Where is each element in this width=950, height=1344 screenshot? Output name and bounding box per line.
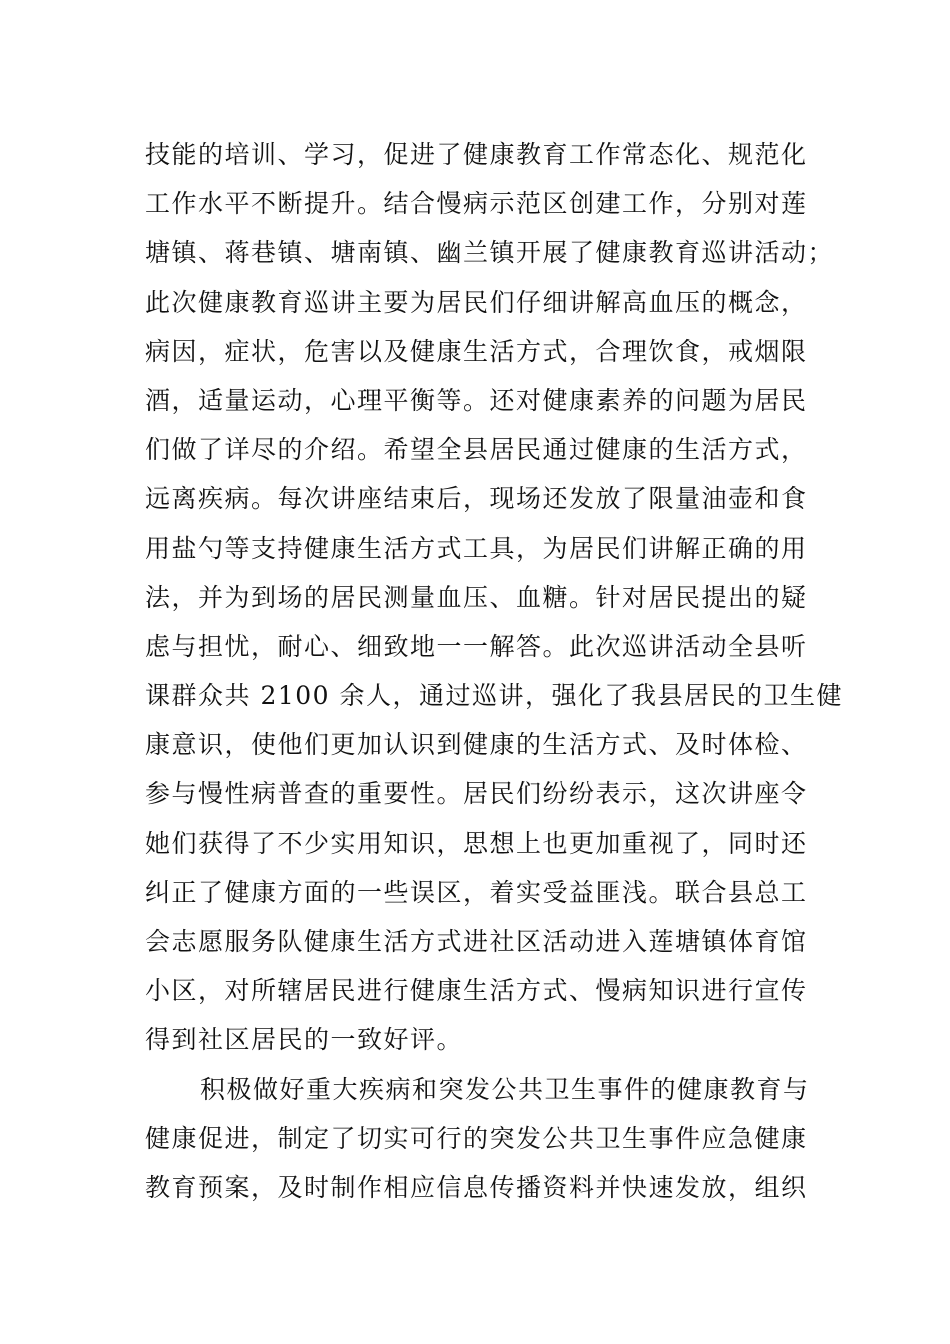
text-line: 会志愿服务队健康生活方式进社区活动进入莲塘镇体育馆 xyxy=(145,927,808,956)
text-line: 课群众共 2100 余人，通过巡讲，强化了我县居民的卫生健 xyxy=(145,681,844,711)
text-line: 她们获得了不少实用知识，思想上也更加重视了，同时还 xyxy=(145,828,808,858)
paragraph xyxy=(145,1065,810,1213)
text-line: 健康促进，制定了切实可行的突发公共卫生事件应急健康 xyxy=(145,1123,808,1153)
text-line: 康意识，使他们更加认识到健康的生活方式、及时体检、 xyxy=(145,730,808,760)
text-line: 得到社区居民的一致好评。 xyxy=(145,1025,464,1055)
text-line: 病因，症状，危害以及健康生活方式，合理饮食，戒烟限 xyxy=(145,336,808,366)
text-line: 远离疾病。每次讲座结束后，现场还发放了限量油壶和食 xyxy=(145,484,808,514)
text-line: 积极做好重大疾病和突发公共卫生事件的健康教育与 xyxy=(200,1074,810,1104)
text-line: 酒，适量运动，心理平衡等。还对健康素养的问题为居民 xyxy=(145,385,808,415)
text-line: 塘镇、蒋巷镇、塘南镇、幽兰镇开展了健康教育巡讲活动； xyxy=(145,238,835,268)
text-line: 此次健康教育巡讲主要为居民们仔细讲解高血压的概念， xyxy=(145,287,808,317)
text-line: 用盐勺等支持健康生活方式工具，为居民们讲解正确的用 xyxy=(145,533,808,563)
body-text xyxy=(145,130,844,1212)
text-line: 纠正了健康方面的一些误区，着实受益匪浅。联合县总工 xyxy=(145,877,808,907)
text-line: 们做了详尽的介绍。希望全县居民通过健康的生活方式， xyxy=(145,435,808,465)
text-line: 技能的培训、学习，促进了健康教育工作常态化、规范化 xyxy=(145,140,808,169)
text-line: 虑与担忧，耐心、细致地一一解答。此次巡讲活动全县听 xyxy=(145,631,808,661)
text-line: 小区，对所辖居民进行健康生活方式、慢病知识进行宣传 xyxy=(145,976,808,1006)
paragraph xyxy=(145,130,844,1065)
text-line: 参与慢性病普查的重要性。居民们纷纷表示，这次讲座令 xyxy=(145,779,808,809)
text-line: 法，并为到场的居民测量血压、血糖。针对居民提出的疑 xyxy=(145,582,808,612)
text-line: 工作水平不断提升。结合慢病示范区创建工作，分别对莲 xyxy=(145,189,808,219)
text-line: 教育预案，及时制作相应信息传播资料并快速发放，组织 xyxy=(145,1172,808,1202)
